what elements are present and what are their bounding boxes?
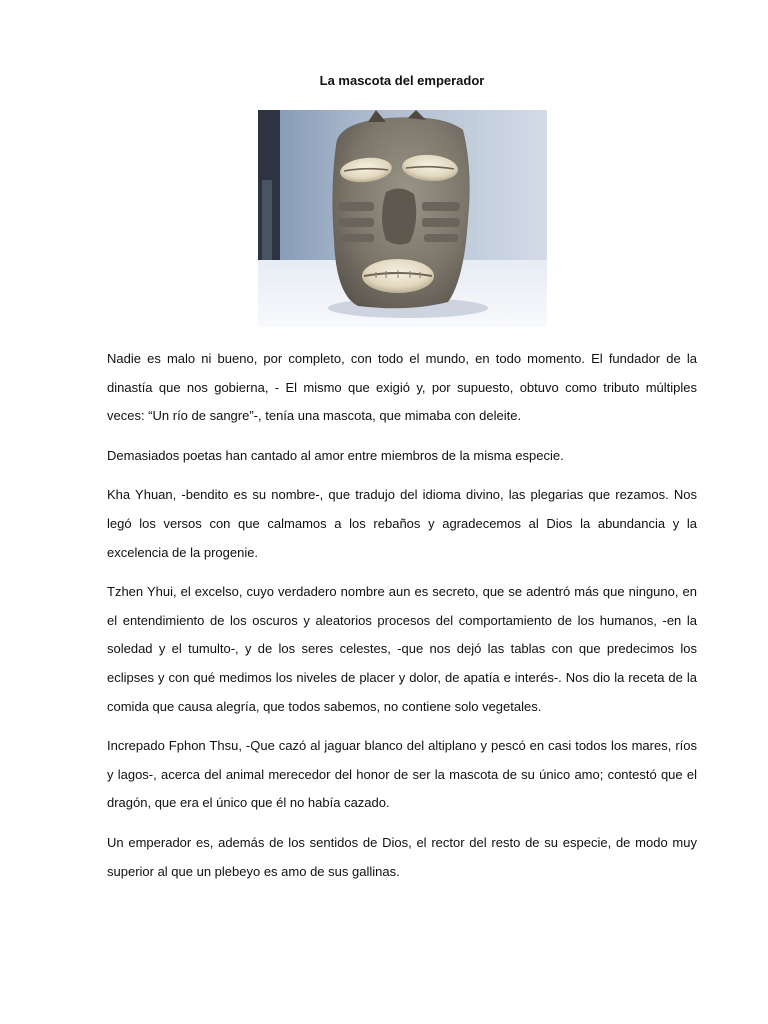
paragraph-4: Tzhen Yhui, el excelso, cuyo verdadero nombre aun es secreto, que se adentró más que ninguno, en el entendimiento de los oscuros y aleatorios procesos del comportamiento de los humanos, -en la soledad y el tumulto-, y de los seres celestes, -que nos dejó las tablas con que predecimos los eclipses y con qué medimos los niveles de placer y dolor, de apatía e interés-. Nos dio la receta de la comida que causa alegría, que todos sabemos, no contiene solo vegetales. — [107, 584, 697, 714]
paragraph-1: Nadie es malo ni bueno, por completo, con todo el mundo, en todo momento. El fundador de la dinastía que nos gobierna, - El mismo que exigió y, por supuesto, obtuvo como tributo múltiples veces: “Un río de sangre”-, tenía una mascota, que mimaba con deleite. — [107, 351, 697, 424]
stone-mask-photo — [258, 110, 547, 327]
paragraph-6: Un emperador es, además de los sentidos de Dios, el rector del resto de su especie, de modo muy superior al que un plebeyo es amo de sus gallinas. — [107, 834, 697, 879]
body-text — [107, 345, 697, 897]
paragraph-2: Demasiados poetas han cantado al amor entre miembros de la misma especie. — [107, 447, 564, 463]
paragraph-3: Kha Yhuan, -bendito es su nombre-, que tradujo del idioma divino, las plegarias que rezamos. Nos legó los versos con que calmamos a los rebaños y agradecemos al Dios la abundancia y la excelencia de la progenie. — [107, 487, 697, 560]
document-title: La mascota del emperador — [319, 73, 485, 88]
paragraph-5: Increpado Fphon Thsu, -Que cazó al jaguar blanco del altiplano y pescó en casi todos los mares, ríos y lagos-, acerca del animal merecedor del honor de ser la mascota de su único amo; contestó que el dragón, que era el único que él no había cazado. — [107, 738, 697, 811]
